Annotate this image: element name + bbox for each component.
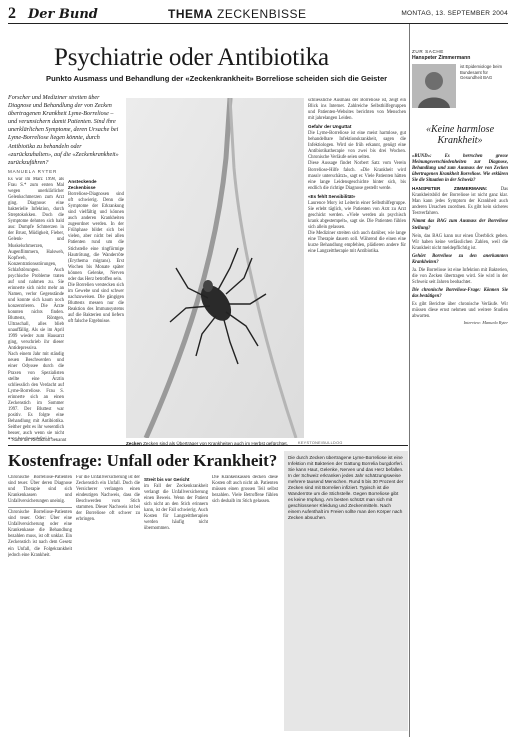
interview-question: Gehört Borreliose zu den anerkannten Krankheiten?	[412, 253, 508, 265]
interview-answer: Ja. Die Borreliose ist eine Infektion mit Bakterien, die von Zecken übertragen wird. Sie wird in der Schweiz seit Jahren beobachtet.	[412, 267, 508, 285]
article-byline: MANUELA RYTER	[8, 169, 58, 174]
issue-date: MONTAG, 13. SEPTEMBER 2004	[401, 10, 508, 17]
interview-signature: Interview: Manuela Ryter	[463, 320, 508, 326]
newspaper-logo: Der Bund	[28, 7, 98, 22]
article-headline: Psychiatrie oder Antibiotika	[54, 44, 329, 71]
bottom-subheading: Streit bis vor Gericht	[144, 477, 190, 482]
bottom-column-3	[144, 475, 208, 731]
divider-line	[8, 507, 72, 508]
bottom-paragraph: Chronische Borreliose-Patienten sind teuer. Über deren Diagnose und Therapie sind sich Krankenkassen und Unfallversicherungen uneinig.	[8, 475, 72, 505]
interview-question: «BUND»: Es herrschen grosse Meinungsverschiedenheiten zur Diagnose, Behandlung und zum Ausmass der von Zecken übertragenen Krankheit Borreliose. Wie erklären Sie die Situation in der Schweiz?	[412, 154, 508, 184]
article-paragraph: Borreliose-Diagnosen sind oft schwierig. Denn die Symptome der Erkrankung sind vielfältig und können auch anderen Krankheiten zugeordnet werden. In der Frühphase bildet sich bei vielen, aber nicht bei allen Patienten rund um die Stichstelle eine ringförmige Hautrötung, die Wanderröte (Erythema migrans). Erst Wochen bis Monate später können Gelenke, Nerven oder das Herz betroffen sein.	[68, 192, 124, 282]
interviewee-name: Hanspeter Zimmermann	[412, 55, 471, 61]
interview-question: Die chronische Borreliose-Frage: Können Sie das bestätigen?	[412, 287, 508, 299]
bottom-paragraph: Für die Unfallversicherung ist der Zeckenstich ein Unfall. Doch die Versicherer verlangen einen eindeutigen Nachweis, dass die Beschwerden vom Stich stammen. Dieser Nachweis ist bei der Borreliose oft schwer zu erbringen.	[76, 475, 140, 523]
section-prefix: THEMA	[168, 7, 214, 21]
article-paragraph: Die Borrelien verstecken sich im Gewebe und sind schwer nachzuweisen. Die gängigen Bluttests messen nur die Reaktion des Immunsystems auf die Bakterien und liefern oft falsche Ergebnisse.	[68, 282, 124, 325]
interviewee-portrait	[412, 64, 456, 108]
article-paragraph: Nach einem Jahr mit ständig neuen Beschwerden und einer Odyssee durch die Praxen von Spezialisten stellte eine Ärztin schliesslich den Verdacht auf Lyme-Borreliose. Frau S. erinnerte sich an einen Zeckenstich im Sommer 1997. Der Bluttest war positiv. Es folgte eine Behandlung mit Antibiotika. Seither geht es ihr wesentlich besser, auch wenn sie nicht	[8, 352, 64, 436]
article-paragraph: Die Lyme-Borreliose ist eine meist harmlose, gut behandelbare Infektionskrankheit, sagen die Infektiologen. Wird sie früh erkannt, genügt eine Antibiotikatherapie von zwei bis drei Wochen. Chronische Verläufe seien selten.	[308, 131, 406, 161]
article-paragraph: schliessliche Ausmass der Borreliose ist, zeigt ein Blick ins Internet. Zahlreiche Selbsthilfegruppen und Patienten-Websites berichten von Menschen mit jahrelangen Leiden.	[308, 98, 406, 122]
article-lead: Forscher und Mediziner streiten über Diagnose und Behandlung der von Zecken übertragenen Krankheit Lyme-Borreliose – und verunsichern damit Patienten. Sind ihre unerklärlichen Symptome, deren Ursache bei Lyme-Borreliose liegen könnte, durch Antibiotika zu behandeln oder «zurückzuhalten», auf die «Zeckenkrankheit» zurückzuführen?	[8, 95, 119, 166]
interview-kicker: ZUR SACHE	[412, 49, 444, 54]
tick-photo	[126, 98, 304, 438]
answer-text: Das Krankheitsbild der Borreliose ist nicht ganz klar. Man kann jedes Symptom der Krankheit auch anderen Ursachen zuordnen. Es gibt kein sicheres Testverfahren.	[412, 187, 508, 217]
tick-on-grass-image	[126, 98, 304, 438]
interview-sidebar	[412, 24, 508, 737]
article-column-2	[68, 177, 124, 439]
article-subheading: Gefahr der Unguttat	[308, 124, 352, 130]
page-header	[8, 4, 508, 24]
caption-text: Zecken sind als Überträger von Krankheiten auch im Herbst gefürchtet.	[143, 441, 288, 446]
portrait-image	[412, 64, 456, 108]
answer-label: HANSPETER ZIMMERMANN:	[412, 186, 488, 192]
article-column-1	[8, 177, 64, 439]
article-paragraph: Diese Aussage findet Norbert Satz vom Verein Borreliose-Hilfe falsch. «Die Krankheit wird massiv unterschätzt», sagt er. Viele Patienten hätten eine lange Leidensgeschichte hinter sich, bis endlich die richtige Diagnose gestellt werde.	[308, 161, 406, 191]
article-subheading: Ansteckende Zeckenbisse	[68, 179, 97, 191]
article-subhead: Punkto Ausmass und Behandlung der «Zeckenkrankheit» Borreliose scheiden sich die Geister	[46, 74, 388, 83]
section-name: ZECKENBISSE	[217, 7, 307, 21]
article-subheading: «Es fehlt Sensibilität»	[308, 193, 356, 199]
bottom-column-4	[212, 475, 278, 731]
bottom-paragraph: im Fall der Zeckenkrankheit verlangt die Unfallversicherung einen Beweis. Wenn der Patient sich nicht an den Stich erinnern kann, ist der Fall schwierig. Auch Kosten für Langzeittherapien werden häufig nicht übernommen.	[144, 484, 208, 532]
interview-body	[412, 152, 508, 737]
bottom-paragraph: Chronische Borreliose-Patienten sind teuer. Oder: Über eine Unfallversicherung oder eine Krankenkasse die Behandlung bezahlen muss, ist oft unklar. Ein Zeckenstich ist nach dem Gesetz ein Unfall, die Folgekrankheit jedoch eine Krankheit.	[8, 510, 72, 558]
bottom-headline: Kostenfrage: Unfall oder Krankheit?	[8, 451, 278, 470]
article-paragraph: Laurence Mory ist Leiterin einer Selbsthilfegruppe. Sie erlebt täglich, wie Patienten von Arzt zu Arzt geschickt werden. «Viele werden als psychisch krank abgestempelt», sagt sie. Die Patienten fühlen sich allein gelassen.	[308, 200, 406, 230]
interview-answer	[412, 186, 508, 217]
bottom-paragraph: Die Krankenkassen decken diese Kosten oft auch nicht ab. Patienten müssen einen grossen Teil selbst bezahlen. Viele Betroffene fühlen sich deshalb im Stich gelassen.	[212, 475, 278, 505]
article-paragraph: Die Mediziner streiten sich auch darüber, wie lange eine Therapie dauern soll. Während die einen eine kurze Behandlung empfehlen, plädieren andere für eine Langzeittherapie mit Antibiotika.	[308, 230, 406, 255]
bottom-article	[8, 447, 408, 737]
interview-question: Nimmt das BAG zum Ausmass der Borreliose Stellung?	[412, 219, 508, 231]
interview-answer: Nein, das BAG kann nur einen Überblick geben. Wir haben keine verlässlichen Zahlen, weil die Krankheit nicht meldepflichtig ist.	[412, 233, 508, 251]
column-divider	[409, 24, 410, 737]
main-article	[8, 24, 408, 444]
article-column-right	[308, 98, 406, 438]
interview-answer: Es gibt Berichte über chronische Verläufe. Wir müssen diese ernst nehmen und weitere Studien abwarten.	[412, 302, 508, 320]
section-divider	[8, 445, 408, 446]
caption-bold: Zecken	[126, 441, 142, 446]
article-paragraph: Es war im März 1998, als Frau S.* zum ersten Mal wegen unerklärlicher Gelenkschmerzen zum Arzt ging. Diagnose: eine bakterielle Infektion, durch Streptokokken. Doch die Symptome dehnten sich bald aus: Dumpfe Schmerzen in der Brust, Müdigkeit, Fieber, Gelenk- und Muskelschmerzen, Augenflimmern, Halsweh, Kopfweh, Konzentrationsstörungen, Schlafstörungen. Auch psychische Probleme traten auf und nahmen zu. Sie erinnerte sich nicht mehr an Namen, verlor Gegenstände und konnte sich kaum noch konzentrieren. Die Ärzte konnten nichts finden. Bluttests, Röntgen, Ultraschall, alles blieb unauffällig. Als sie im April 1999 wieder zum Hausarzt ging, verschrieb ihr dieser Antidepressiva.	[8, 177, 64, 352]
info-box: Die durch Zecken übertragene Lyme-Borreliose ist eine Infektion mit Bakterien der Gattung Borrelia burgdorferi. Sie kann Haut, Gelenke, Nerven und das Herz befallen. In der Schweiz erkranken jedes Jahr schätzungsweise mehrere tausend Menschen. Rund 5 bis 30 Prozent der Zecken sind mit Borrelien infiziert. Typisch ist die Wanderröte um die Stichstelle. Gegen Borreliose gibt es keine Impfung. Am besten schützt man sich mit geschlossener Kleidung und Zeckenmitteln. Nach einem Aufenthalt im Freien sollte man den Körper nach Zecken absuchen.	[284, 451, 408, 731]
section-title	[168, 7, 307, 21]
interviewee-bio: ist Epidemiologe beim Bundesamt für Gesundheit BAG	[460, 64, 503, 81]
bottom-column-2	[76, 475, 140, 731]
page-number: 2	[8, 5, 16, 22]
bottom-column-1	[8, 475, 72, 731]
photo-credit: KEYSTONE/BULLDOG	[298, 441, 343, 445]
article-footnote: * Name der Redaktion bekannt	[8, 438, 67, 443]
interview-headline: «Keine harmlose Krankheit»	[425, 124, 495, 146]
